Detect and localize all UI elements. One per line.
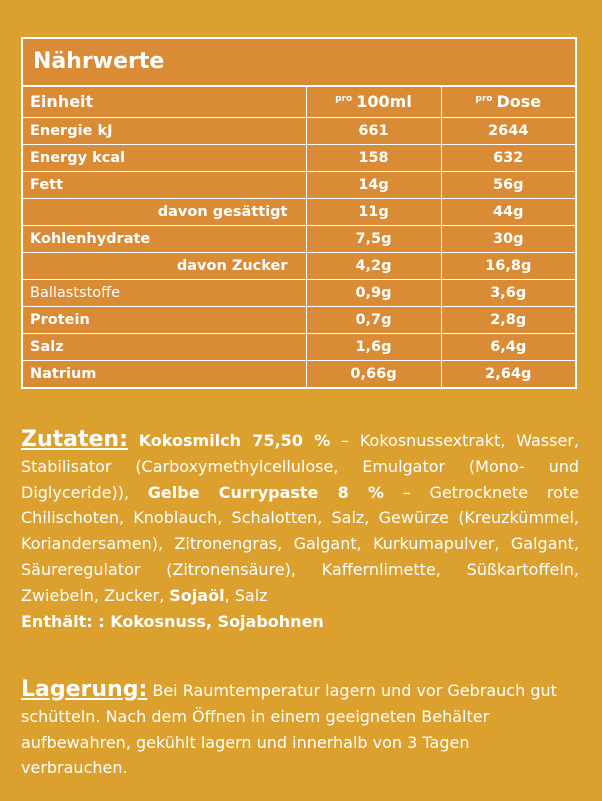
per-100ml-value: 11g (306, 198, 441, 225)
per-100ml-value: 7,5g (306, 225, 441, 252)
ingredients-heading: Zutaten: (21, 427, 128, 452)
table-row (23, 252, 575, 279)
per-100ml-value: 14g (306, 171, 441, 198)
table-row (23, 144, 575, 171)
table-row (23, 360, 575, 387)
row-label: Energy kcal (23, 144, 306, 171)
ingredient-text: – Kokosnussextrakt, Wasser, Stabilisator (Carboxymethylcellulose, Emulgator (Mono- und Diglyceride)), (21, 431, 580, 502)
ingredient-text: – Getrocknete rote Chilischoten, Knoblauch, Schalotten, Salz, Gewürze (Kreuzkümmel, Koriandersamen), Zitronengras, Galgant, Kurkumapulver, Galgant, Säureregulator (Zitronensäure), Kaffernlimette, Süßkartoffeln, Zwiebeln, Zucker, (21, 482, 579, 605)
row-label: davon gesättigt (23, 198, 306, 225)
per-100ml-value: 1,6g (306, 333, 441, 360)
row-label: davon Zucker (23, 252, 306, 279)
per-can-value: 56g (441, 171, 575, 198)
per-can-value: 6,4g (441, 333, 575, 360)
per-can-header: $^{pro}$ Dose (441, 87, 575, 117)
row-label: Ballaststoffe (23, 279, 306, 306)
per-can-value: 3,6g (441, 279, 575, 306)
per-can-value: 44g (441, 198, 575, 225)
ingredient-coconut-milk: Kokosmilch 75,50 % (138, 431, 331, 450)
table-row (23, 198, 575, 225)
per-100ml-value: 0,7g (306, 306, 441, 333)
row-label: Fett (23, 171, 306, 198)
per-100ml-value: 158 (306, 144, 441, 171)
per-100ml-value: 0,9g (306, 279, 441, 306)
per-100ml-value: 4,2g (306, 252, 441, 279)
storage-heading: Lagerung: (21, 677, 148, 702)
ingredient-curry-paste: Gelbe Currypaste 8 % (147, 482, 384, 502)
per-100ml-value: 0,66g (306, 360, 441, 387)
table-row (23, 171, 575, 198)
table-row (23, 333, 575, 360)
per-can-value: 632 (441, 144, 575, 171)
table-row (23, 225, 575, 252)
row-label: Protein (23, 306, 306, 333)
ingredient-text: , Salz (224, 585, 268, 605)
row-label: Energie kJ (23, 117, 306, 144)
per-100ml-value: 661 (306, 117, 441, 144)
storage-text: Bei Raumtemperatur lagern und vor Gebrauch gut schütteln. Nach dem Öffnen in einem geeigneten Behälter aufbewahren, gekühlt lagern und innerhalb von 3 Tagen verbrauchen. (21, 681, 557, 778)
ingredients-section (21, 427, 579, 634)
row-label: Natrium (23, 360, 306, 387)
nutrition-title: Nährwerte (23, 39, 575, 87)
allergen-info: Enthält: : Kokosnuss, Sojabohnen (21, 611, 324, 631)
nutrition-table (23, 87, 575, 387)
nutrition-panel (21, 37, 577, 389)
row-label: Salz (23, 333, 306, 360)
row-label: Kohlenhydrate (23, 225, 306, 252)
table-row (23, 117, 575, 144)
per-can-value: 16,8g (441, 252, 575, 279)
per-100ml-header: $^{pro}$ 100ml (306, 87, 441, 117)
per-can-value: 2,64g (441, 360, 575, 387)
unit-header: Einheit (23, 87, 306, 117)
table-row (23, 306, 575, 333)
table-header-row (23, 87, 575, 117)
per-can-value: 2,8g (441, 306, 575, 333)
per-can-value: 30g (441, 225, 575, 252)
storage-section (21, 677, 579, 781)
table-row (23, 279, 575, 306)
per-can-value: 2644 (441, 117, 575, 144)
ingredient-soy-oil: Sojaöl (169, 585, 225, 605)
